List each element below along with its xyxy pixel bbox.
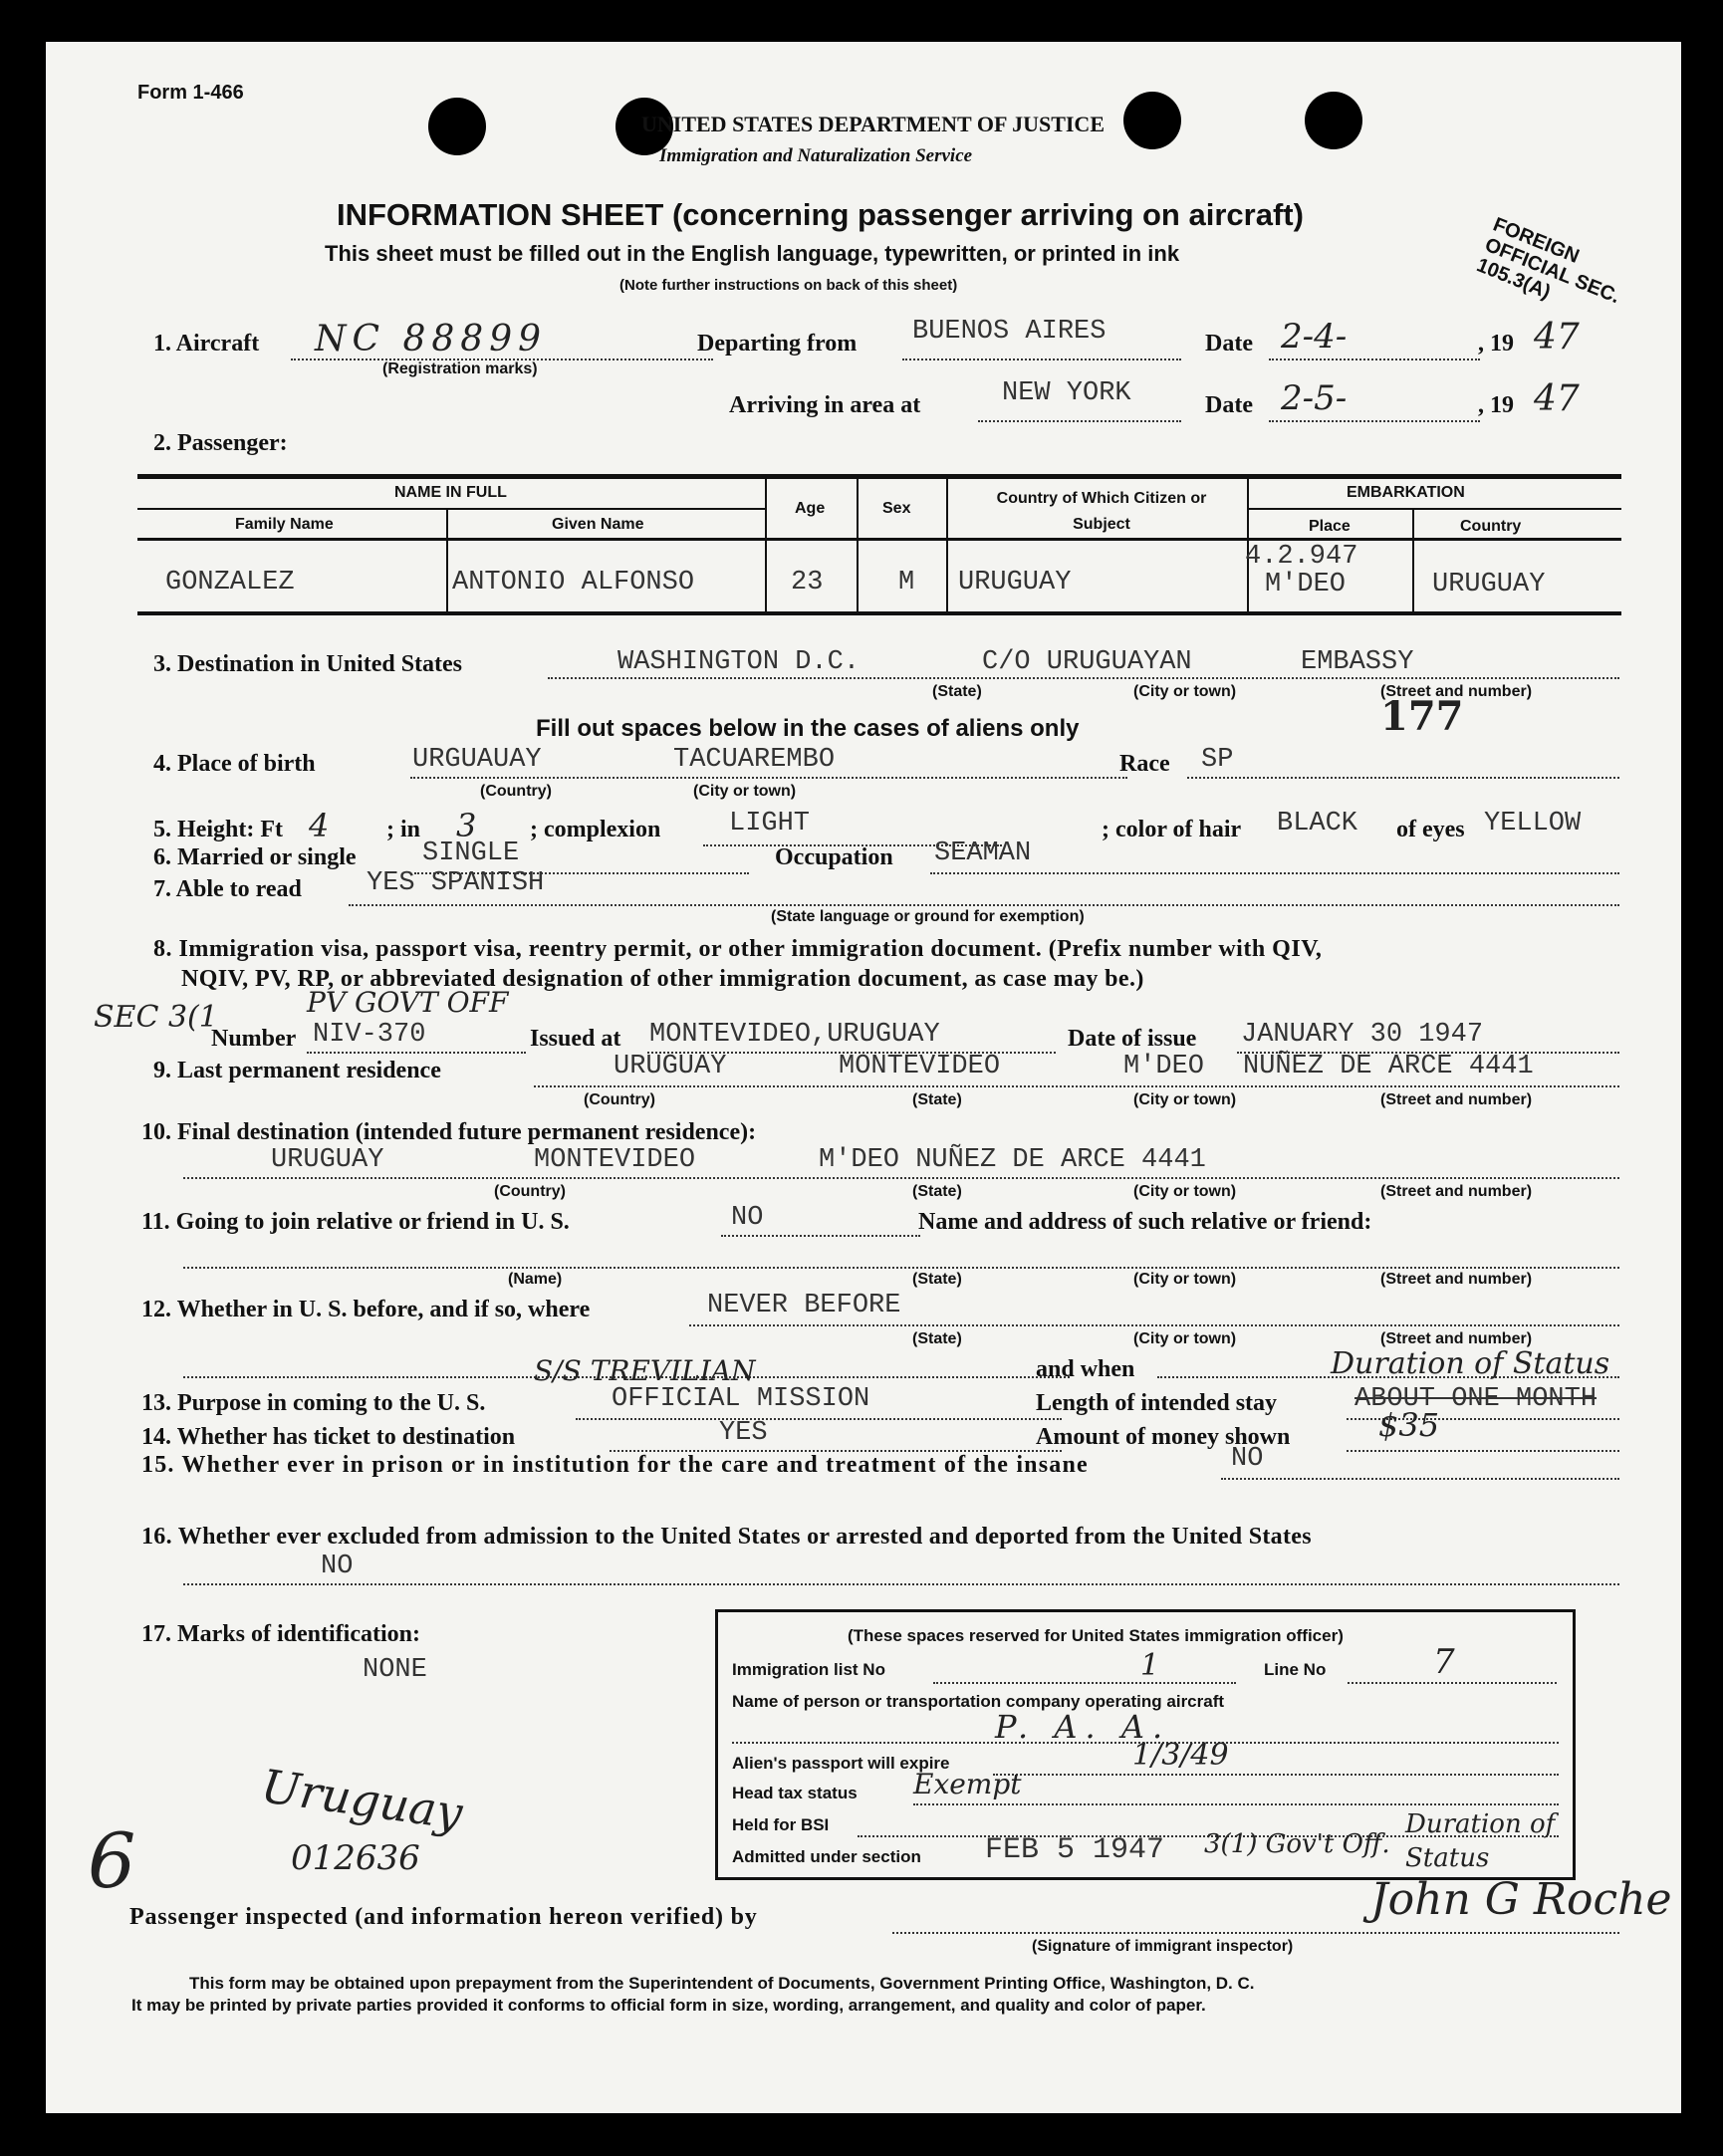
embarkation-date-cell: 4.2.947 bbox=[1245, 542, 1358, 572]
destination-state: WASHINGTON D.C. bbox=[617, 647, 861, 677]
join-street-caption: (Street and number) bbox=[1380, 1271, 1533, 1288]
embarkation-country-cell: URUGUAY bbox=[1432, 570, 1546, 599]
line-number-label: Line No bbox=[1264, 1660, 1327, 1679]
purpose-label: 13. Purpose in coming to the U. S. bbox=[141, 1390, 486, 1416]
issued-at-label: Issued at bbox=[530, 1026, 621, 1052]
embarkation-place-cell: M'DEO bbox=[1265, 570, 1347, 599]
stay-value: ABOUT ONE MONTH bbox=[1354, 1384, 1598, 1414]
birth-label: 4. Place of birth bbox=[153, 751, 316, 777]
held-for-bsi-label: Held for BSI bbox=[732, 1815, 830, 1834]
company-value: P. A. A. bbox=[995, 1708, 1171, 1746]
prison-label: 15. Whether ever in prison or in institution for the care and treatment of the insane bbox=[141, 1452, 1089, 1478]
married-value: SINGLE bbox=[422, 838, 520, 868]
height-in: 3 bbox=[456, 807, 477, 844]
inspector-signature: John G Roche bbox=[1370, 1874, 1672, 1925]
money-label: Amount of money shown bbox=[1036, 1424, 1291, 1450]
date-label-arrival: Date bbox=[1205, 392, 1253, 418]
departure-date: 2-4- bbox=[1281, 317, 1348, 357]
excluded-label: 16. Whether ever excluded from admission to the United States or arrested and deported from the United States bbox=[141, 1524, 1312, 1550]
service-heading: Immigration and Naturalization Service bbox=[659, 145, 973, 166]
immigration-list-label: Immigration list No bbox=[732, 1660, 885, 1679]
age-cell: 23 bbox=[791, 568, 824, 598]
arrival-date: 2-5- bbox=[1281, 378, 1348, 418]
margin-six: 6 bbox=[88, 1816, 136, 1905]
read-value: YES SPANISH bbox=[367, 868, 545, 898]
given-name-cell: ANTONIO ALFONSO bbox=[452, 568, 695, 598]
passenger-label: 2. Passenger: bbox=[153, 430, 288, 456]
final-state-caption: (State) bbox=[912, 1183, 962, 1200]
admitted-section: 3(1) Gov't Off. bbox=[1204, 1829, 1390, 1859]
before-value: NEVER BEFORE bbox=[707, 1291, 901, 1320]
birth-country: URGUAUAY bbox=[412, 745, 542, 775]
passport-expire-label: Alien's passport will expire bbox=[732, 1754, 950, 1773]
passport-expire-value: 1/3/49 bbox=[1132, 1738, 1229, 1773]
stay-note: Duration of Status bbox=[1331, 1346, 1610, 1381]
city-caption: (City or town) bbox=[1133, 683, 1237, 700]
sex-header: Sex bbox=[882, 500, 911, 517]
marks-label: 17. Marks of identification: bbox=[141, 1621, 420, 1647]
excluded-value: NO bbox=[321, 1552, 354, 1581]
margin-number: 012636 bbox=[291, 1838, 420, 1878]
ship-note: S/S TREVILIAN bbox=[534, 1354, 756, 1387]
arriving-value: NEW YORK bbox=[1002, 378, 1131, 408]
citizen-header: Country of Which Citizen or Subject bbox=[996, 490, 1207, 533]
signature-caption: (Signature of immigrant inspector) bbox=[1032, 1938, 1294, 1955]
height-in-label: ; in bbox=[386, 817, 421, 842]
name-in-full-header: NAME IN FULL bbox=[394, 484, 507, 501]
hair-value: BLACK bbox=[1277, 809, 1358, 838]
hair-label: ; color of hair bbox=[1102, 817, 1242, 842]
family-name-header: Family Name bbox=[235, 516, 334, 533]
footer-line-2: It may be printed by private parties provided it conforms to official form in size, wording, arrangement, and quality and color of paper. bbox=[131, 1996, 1206, 2015]
visa-number-label: Number bbox=[211, 1026, 297, 1052]
company-label: Name of person or transportation company operating aircraft bbox=[732, 1692, 1225, 1711]
final-city-caption: (City or town) bbox=[1133, 1183, 1237, 1200]
destination-city: C/O URUGUAYAN bbox=[982, 647, 1192, 677]
residence-label: 9. Last permanent residence bbox=[153, 1058, 441, 1083]
immigration-list-value: 1 bbox=[1140, 1648, 1160, 1683]
money-value: $35 bbox=[1378, 1406, 1440, 1444]
registration-caption: (Registration marks) bbox=[382, 360, 538, 377]
age-header: Age bbox=[795, 500, 826, 517]
marks-value: NONE bbox=[363, 1655, 427, 1685]
married-label: 6. Married or single bbox=[153, 844, 357, 870]
punch-hole bbox=[1123, 92, 1181, 149]
join-city-caption: (City or town) bbox=[1133, 1271, 1237, 1288]
sex-cell: M bbox=[898, 568, 915, 598]
date-label: Date bbox=[1205, 331, 1253, 357]
residence-city: M'DEO bbox=[1123, 1052, 1205, 1081]
foreign-official-stamp: FOREIGN OFFICIAL SEC. 105.3(A) bbox=[1473, 213, 1623, 309]
admitted-note: Duration of Status bbox=[1405, 1809, 1556, 1873]
read-label: 7. Able to read bbox=[153, 876, 302, 902]
before-label: 12. Whether in U. S. before, and if so, where bbox=[141, 1297, 591, 1322]
residence-street: NUÑEZ DE ARCE 4441 bbox=[1243, 1052, 1534, 1081]
country-header: Country bbox=[1460, 518, 1522, 535]
join-name-caption: (Name) bbox=[508, 1271, 563, 1288]
handwritten-number: 177 bbox=[1380, 693, 1464, 740]
issue-date-label: Date of issue bbox=[1068, 1026, 1197, 1052]
birth-city-caption: (City or town) bbox=[693, 783, 797, 800]
join-state-caption: (State) bbox=[912, 1271, 962, 1288]
departing-label: Departing from bbox=[697, 331, 858, 357]
admitted-stamp: FEB 5 1947 bbox=[985, 1833, 1165, 1867]
state-caption: (State) bbox=[932, 683, 982, 700]
family-name-cell: GONZALEZ bbox=[165, 568, 295, 598]
residence-state-caption: (State) bbox=[912, 1091, 962, 1108]
instruction-text: This sheet must be filled out in the English language, typewritten, or printed in ink bbox=[325, 241, 1180, 266]
given-name-header: Given Name bbox=[552, 516, 644, 533]
before-city-caption: (City or town) bbox=[1133, 1330, 1237, 1347]
departing-value: BUENOS AIRES bbox=[912, 317, 1107, 347]
complexion-label: ; complexion bbox=[530, 817, 661, 842]
residence-state: MONTEVIDEO bbox=[839, 1052, 1001, 1081]
ticket-label: 14. Whether has ticket to destination bbox=[141, 1424, 516, 1450]
visa-label-2: NQIV, PV, RP, or abbreviated designation of other immigration document, as case may be.) bbox=[181, 966, 1144, 992]
line-number-value: 7 bbox=[1433, 1642, 1455, 1682]
height-label: 5. Height: Ft bbox=[153, 817, 283, 842]
punch-hole bbox=[1305, 92, 1362, 149]
inspected-label: Passenger inspected (and information hereon verified) by bbox=[129, 1904, 758, 1930]
final-country-caption: (Country) bbox=[494, 1183, 566, 1200]
occupation-value: SEAMAN bbox=[934, 838, 1032, 868]
before-street-caption: (Street and number) bbox=[1380, 1330, 1533, 1347]
margin-country: Uruguay bbox=[258, 1759, 466, 1840]
destination-label: 3. Destination in United States bbox=[153, 651, 463, 677]
purpose-value: OFFICIAL MISSION bbox=[612, 1384, 870, 1414]
residence-city-caption: (City or town) bbox=[1133, 1091, 1237, 1108]
prison-value: NO bbox=[1231, 1444, 1264, 1474]
birth-country-caption: (Country) bbox=[480, 783, 552, 800]
page-title: INFORMATION SHEET (concerning passenger arriving on aircraft) bbox=[337, 197, 1304, 232]
occupation-label: Occupation bbox=[775, 844, 893, 870]
residence-country: URUGUAY bbox=[614, 1052, 727, 1081]
admitted-under-label: Admitted under section bbox=[732, 1847, 921, 1866]
complexion-value: LIGHT bbox=[729, 809, 811, 838]
department-heading: UNITED STATES DEPARTMENT OF JUSTICE bbox=[641, 112, 1105, 136]
and-when-label: and when bbox=[1036, 1356, 1135, 1382]
place-header: Place bbox=[1309, 518, 1351, 535]
punch-hole bbox=[428, 98, 486, 155]
join-label: 11. Going to join relative or friend in U. S. bbox=[141, 1209, 570, 1235]
issued-at-value: MONTEVIDEO,URUGUAY bbox=[649, 1020, 940, 1050]
eyes-label: of eyes bbox=[1396, 817, 1465, 842]
head-tax-label: Head tax status bbox=[732, 1784, 858, 1802]
join-name-label: Name and address of such relative or friend: bbox=[918, 1209, 1372, 1235]
year-prefix-arrival: , 19 bbox=[1478, 392, 1514, 418]
aircraft-value: NC 88899 bbox=[315, 319, 548, 359]
issue-date-value: JANUARY 30 1947 bbox=[1241, 1020, 1484, 1050]
ticket-value: YES bbox=[719, 1418, 768, 1448]
note-text: (Note further instructions on back of this sheet) bbox=[619, 277, 958, 294]
visa-number-value: NIV-370 bbox=[313, 1020, 426, 1050]
aircraft-label: 1. Aircraft bbox=[153, 331, 260, 357]
race-label: Race bbox=[1119, 751, 1170, 777]
destination-street: EMBASSY bbox=[1301, 647, 1414, 677]
officer-box bbox=[715, 1609, 1576, 1880]
officer-box-heading: (These spaces reserved for United States immigration officer) bbox=[848, 1626, 1344, 1645]
visa-annotation: PV GOVT OFF bbox=[307, 986, 509, 1019]
form-paper bbox=[46, 42, 1681, 2113]
stay-label: Length of intended stay bbox=[1036, 1390, 1278, 1416]
form-number: Form 1-466 bbox=[137, 82, 244, 104]
head-tax-value: Exempt bbox=[913, 1768, 1022, 1800]
final-destination-label: 10. Final destination (intended future permanent residence): bbox=[141, 1119, 757, 1145]
year-prefix: , 19 bbox=[1478, 331, 1514, 357]
visa-label-1: 8. Immigration visa, passport visa, reentry permit, or other immigration document. (Prefix number with QIV, bbox=[153, 936, 1323, 962]
final-destination-country: URUGUAY bbox=[271, 1145, 384, 1175]
final-destination-state: MONTEVIDEO bbox=[534, 1145, 696, 1175]
eyes-value: YELLOW bbox=[1484, 809, 1582, 838]
street-caption: (Street and number) bbox=[1380, 683, 1533, 700]
footer-line-1: This form may be obtained upon prepayment from the Superintendent of Documents, Government Printing Office, Washington, D. C. bbox=[189, 1974, 1255, 1993]
final-destination-city: M'DEO NUÑEZ DE ARCE 4441 bbox=[819, 1145, 1206, 1175]
arrival-year: 47 bbox=[1534, 378, 1580, 419]
height-ft: 4 bbox=[309, 807, 330, 844]
residence-country-caption: (Country) bbox=[584, 1091, 655, 1108]
read-caption: (State language or ground for exemption) bbox=[771, 908, 1085, 925]
margin-section-note: SEC 3(1 bbox=[94, 1000, 218, 1035]
race-value: SP bbox=[1201, 745, 1234, 775]
departure-year: 47 bbox=[1534, 317, 1580, 358]
final-street-caption: (Street and number) bbox=[1380, 1183, 1533, 1200]
embarkation-header: EMBARKATION bbox=[1347, 484, 1465, 501]
residence-street-caption: (Street and number) bbox=[1380, 1091, 1533, 1108]
birth-city: TACUAREMBO bbox=[673, 745, 836, 775]
aliens-only-heading: Fill out spaces below in the cases of aliens only bbox=[536, 715, 1080, 742]
join-value: NO bbox=[731, 1203, 764, 1233]
citizen-cell: URUGUAY bbox=[958, 568, 1072, 598]
before-state-caption: (State) bbox=[912, 1330, 962, 1347]
arriving-label: Arriving in area at bbox=[729, 392, 921, 418]
